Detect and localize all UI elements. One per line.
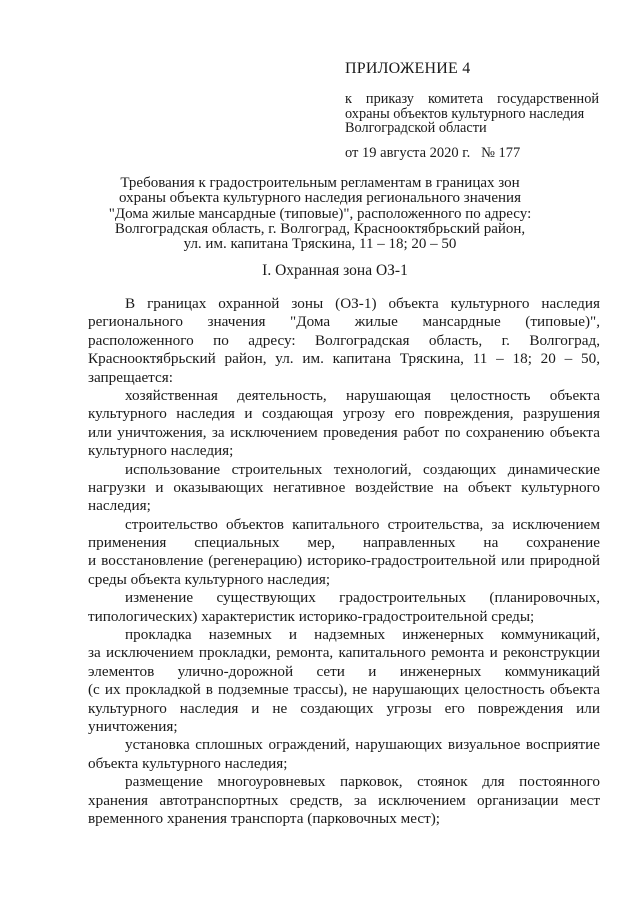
text-line: хранения автотранспортных средств, за исключением организации мест: [88, 791, 600, 809]
text-line: культурного наследия и не создающих угрозы его повреждения или: [88, 699, 600, 717]
title-line: ул. им. капитана Тряскина, 11 – 18; 20 – 50: [183, 236, 457, 253]
text-line: применения специальных мер, направленных на сохранение: [88, 534, 600, 552]
section-heading: I. Охранная зона ОЗ-1: [262, 262, 408, 279]
text-line: установка сплошных ограждений, нарушающих визуальное восприятие: [125, 736, 600, 754]
title-line: Требования к градостроительным регламентам в границах зон: [120, 175, 520, 191]
title-line: охраны объекта культурного наследия регионального значения: [119, 190, 521, 207]
document-title: [60, 176, 580, 252]
text-line: временного хранения транспорта (парковочных мест);: [88, 809, 441, 827]
appendix-title: ПРИЛОЖЕНИЕ 4: [345, 60, 471, 77]
text-line: культурного наследия и создающая угрозу его повреждения, разрушения: [88, 405, 600, 423]
text-line: среды объекта культурного наследия;: [88, 570, 331, 588]
order-reference: [345, 92, 599, 136]
text-line: использование строительных технологий, создающих динамические: [125, 460, 600, 478]
title-line: "Дома жилые мансардные (типовые)", расположенного по адресу:: [108, 205, 532, 222]
text-line: строительство объектов капитального строительства, за исключением: [125, 515, 600, 533]
text-line: регионального значения "Дома жилые мансардные (типовые)",: [88, 313, 600, 331]
text-line: за исключением прокладки, ремонта, капитального ремонта и реконструкции: [88, 644, 600, 662]
title-line: Волгоградская область, г. Волгоград, Краснооктябрьский район,: [114, 220, 526, 237]
text-line: прокладка наземных и надземных инженерных коммуникаций,: [125, 626, 600, 644]
text-line: Краснооктябрьский район, ул. им. капитана Тряскина, 11 – 18; 20 – 50,: [88, 350, 600, 368]
text-line: объекта культурного наследия;: [88, 754, 288, 772]
text-line: уничтожения;: [88, 717, 178, 735]
text-line: культурного наследия;: [88, 442, 234, 460]
text-line: размещение многоуровневых парковок, стоянок для постоянного: [125, 773, 600, 791]
text-line: хозяйственная деятельность, нарушающая целостность объекта: [125, 386, 600, 404]
text-line: расположенного по адресу: Волгоградская область, г. Волгоград,: [88, 331, 600, 349]
order-date: от 19 августа 2020 г. № 177: [345, 145, 521, 161]
text-line: и восстановление (регенерацию) историко-градостроительной или природной: [88, 552, 600, 570]
order-reference-line: охраны объектов культурного наследия: [345, 105, 585, 122]
text-line: наследия;: [88, 497, 151, 515]
text-line: нагрузки и оказывающих негативное воздействие на объект культурного: [88, 478, 600, 496]
text-line: В границах охранной зоны (ОЗ-1) объекта культурного наследия: [125, 295, 600, 312]
text-line: изменение существующих градостроительных (планировочных,: [125, 589, 600, 607]
text-line: запрещается:: [88, 368, 173, 386]
text-line: элементов улично-дорожной сети и инженерных коммуникаций: [88, 662, 600, 680]
body-text: [88, 295, 600, 828]
text-line: или уничтожения, за исключением проведения работ по сохранению объекта: [88, 423, 600, 441]
text-line: типологических) характеристик историко-градостроительной среды;: [88, 607, 535, 625]
order-reference-line: Волгоградской области: [345, 120, 487, 136]
order-reference-line: к приказу комитета государственной: [345, 91, 599, 107]
text-line: (с их прокладкой в подземные трассы), не нарушающих целостность объекта: [88, 681, 600, 699]
